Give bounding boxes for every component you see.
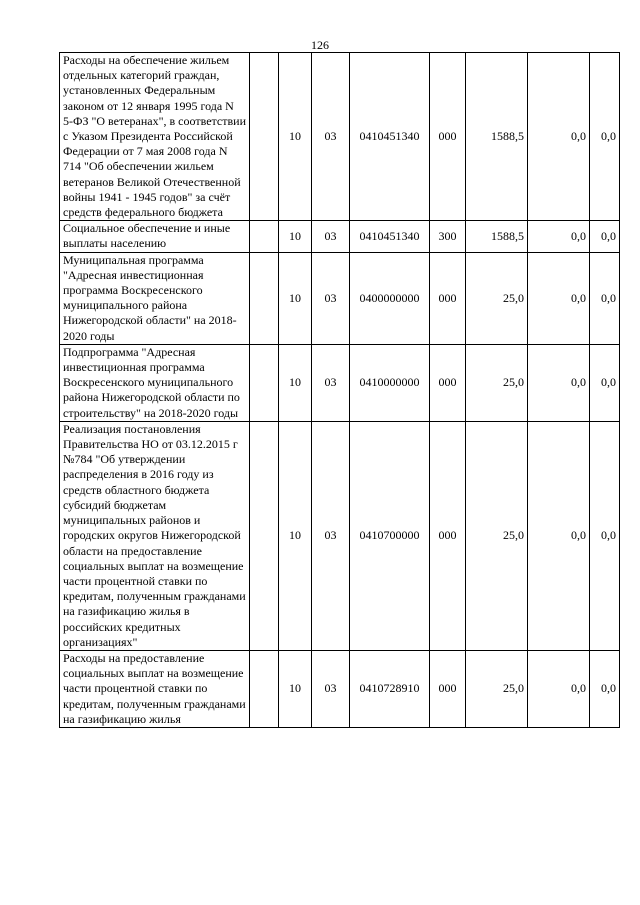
row-subsection-code: 03	[312, 252, 350, 344]
row-amount-1: 1588,5	[466, 221, 528, 252]
empty-cell	[250, 650, 279, 727]
row-subsection-code: 03	[312, 344, 350, 421]
table-row	[60, 650, 620, 727]
row-amount-3: 0,0	[590, 252, 620, 344]
empty-cell	[250, 344, 279, 421]
row-name: Подпрограмма "Адресная инвестиционная программа Воскресенского муниципального района Нижегородской области по строительству" на 2018-2020 годы	[60, 344, 250, 421]
row-name: Расходы на предоставление социальных выплат на возмещение части процентной ставки по кредитам, полученным гражданами на газификацию жилья	[60, 650, 250, 727]
table-row	[60, 252, 620, 344]
budget-table-body	[60, 53, 620, 728]
row-subsection-code: 03	[312, 421, 350, 650]
row-target-article: 0410700000	[350, 421, 430, 650]
empty-cell	[250, 53, 279, 221]
row-amount-2: 0,0	[528, 221, 590, 252]
row-amount-2: 0,0	[528, 252, 590, 344]
budget-table	[59, 52, 620, 728]
row-amount-2: 0,0	[528, 650, 590, 727]
row-expense-type: 000	[430, 344, 466, 421]
row-amount-1: 25,0	[466, 650, 528, 727]
row-amount-3: 0,0	[590, 221, 620, 252]
row-target-article: 0410728910	[350, 650, 430, 727]
row-amount-1: 25,0	[466, 344, 528, 421]
row-section-code: 10	[279, 53, 312, 221]
page-number: 126	[311, 38, 329, 52]
empty-cell	[250, 221, 279, 252]
row-section-code: 10	[279, 650, 312, 727]
row-expense-type: 000	[430, 650, 466, 727]
empty-cell	[250, 252, 279, 344]
row-amount-1: 25,0	[466, 421, 528, 650]
row-amount-1: 25,0	[466, 252, 528, 344]
row-amount-3: 0,0	[590, 421, 620, 650]
row-name: Расходы на обеспечение жильем отдельных категорий граждан, установленных Федеральным законом от 12 января 1995 года N 5-ФЗ "О ветеранах", в соответствии с Указом Президента Российской Федерации от 7 мая 2008 года N 714 "Об обеспечении жильем ветеранов Великой Отечественной войны 1941 - 1945 годов" за счёт средств федерального бюджета	[60, 53, 250, 221]
row-subsection-code: 03	[312, 53, 350, 221]
row-section-code: 10	[279, 421, 312, 650]
row-amount-3: 0,0	[590, 53, 620, 221]
row-name: Реализация постановления Правительства НО от 03.12.2015 г №784 "Об утверждении распределения в 2016 году из средств областного бюджета субсидий бюджетам муниципальных районов и городских округов Нижегородской области на предоставление социальных выплат на возмещение части процентной ставки по кредитам, полученным гражданами на газификацию жилья в российских кредитных организациях"	[60, 421, 250, 650]
row-subsection-code: 03	[312, 221, 350, 252]
row-name: Муниципальная программа "Адресная инвестиционная программа Воскресенского муниципального района Нижегородской области" на 2018-2020 годы	[60, 252, 250, 344]
row-name: Социальное обеспечение и иные выплаты населению	[60, 221, 250, 252]
row-amount-2: 0,0	[528, 344, 590, 421]
row-target-article: 0410451340	[350, 53, 430, 221]
table-row	[60, 221, 620, 252]
row-section-code: 10	[279, 252, 312, 344]
row-target-article: 0410000000	[350, 344, 430, 421]
row-expense-type: 000	[430, 421, 466, 650]
row-amount-3: 0,0	[590, 650, 620, 727]
table-row	[60, 421, 620, 650]
row-expense-type: 000	[430, 53, 466, 221]
table-row	[60, 344, 620, 421]
row-amount-1: 1588,5	[466, 53, 528, 221]
row-amount-2: 0,0	[528, 53, 590, 221]
row-subsection-code: 03	[312, 650, 350, 727]
row-target-article: 0400000000	[350, 252, 430, 344]
row-section-code: 10	[279, 221, 312, 252]
row-section-code: 10	[279, 344, 312, 421]
row-target-article: 0410451340	[350, 221, 430, 252]
row-expense-type: 300	[430, 221, 466, 252]
row-expense-type: 000	[430, 252, 466, 344]
empty-cell	[250, 421, 279, 650]
row-amount-3: 0,0	[590, 344, 620, 421]
table-row	[60, 53, 620, 221]
row-amount-2: 0,0	[528, 421, 590, 650]
